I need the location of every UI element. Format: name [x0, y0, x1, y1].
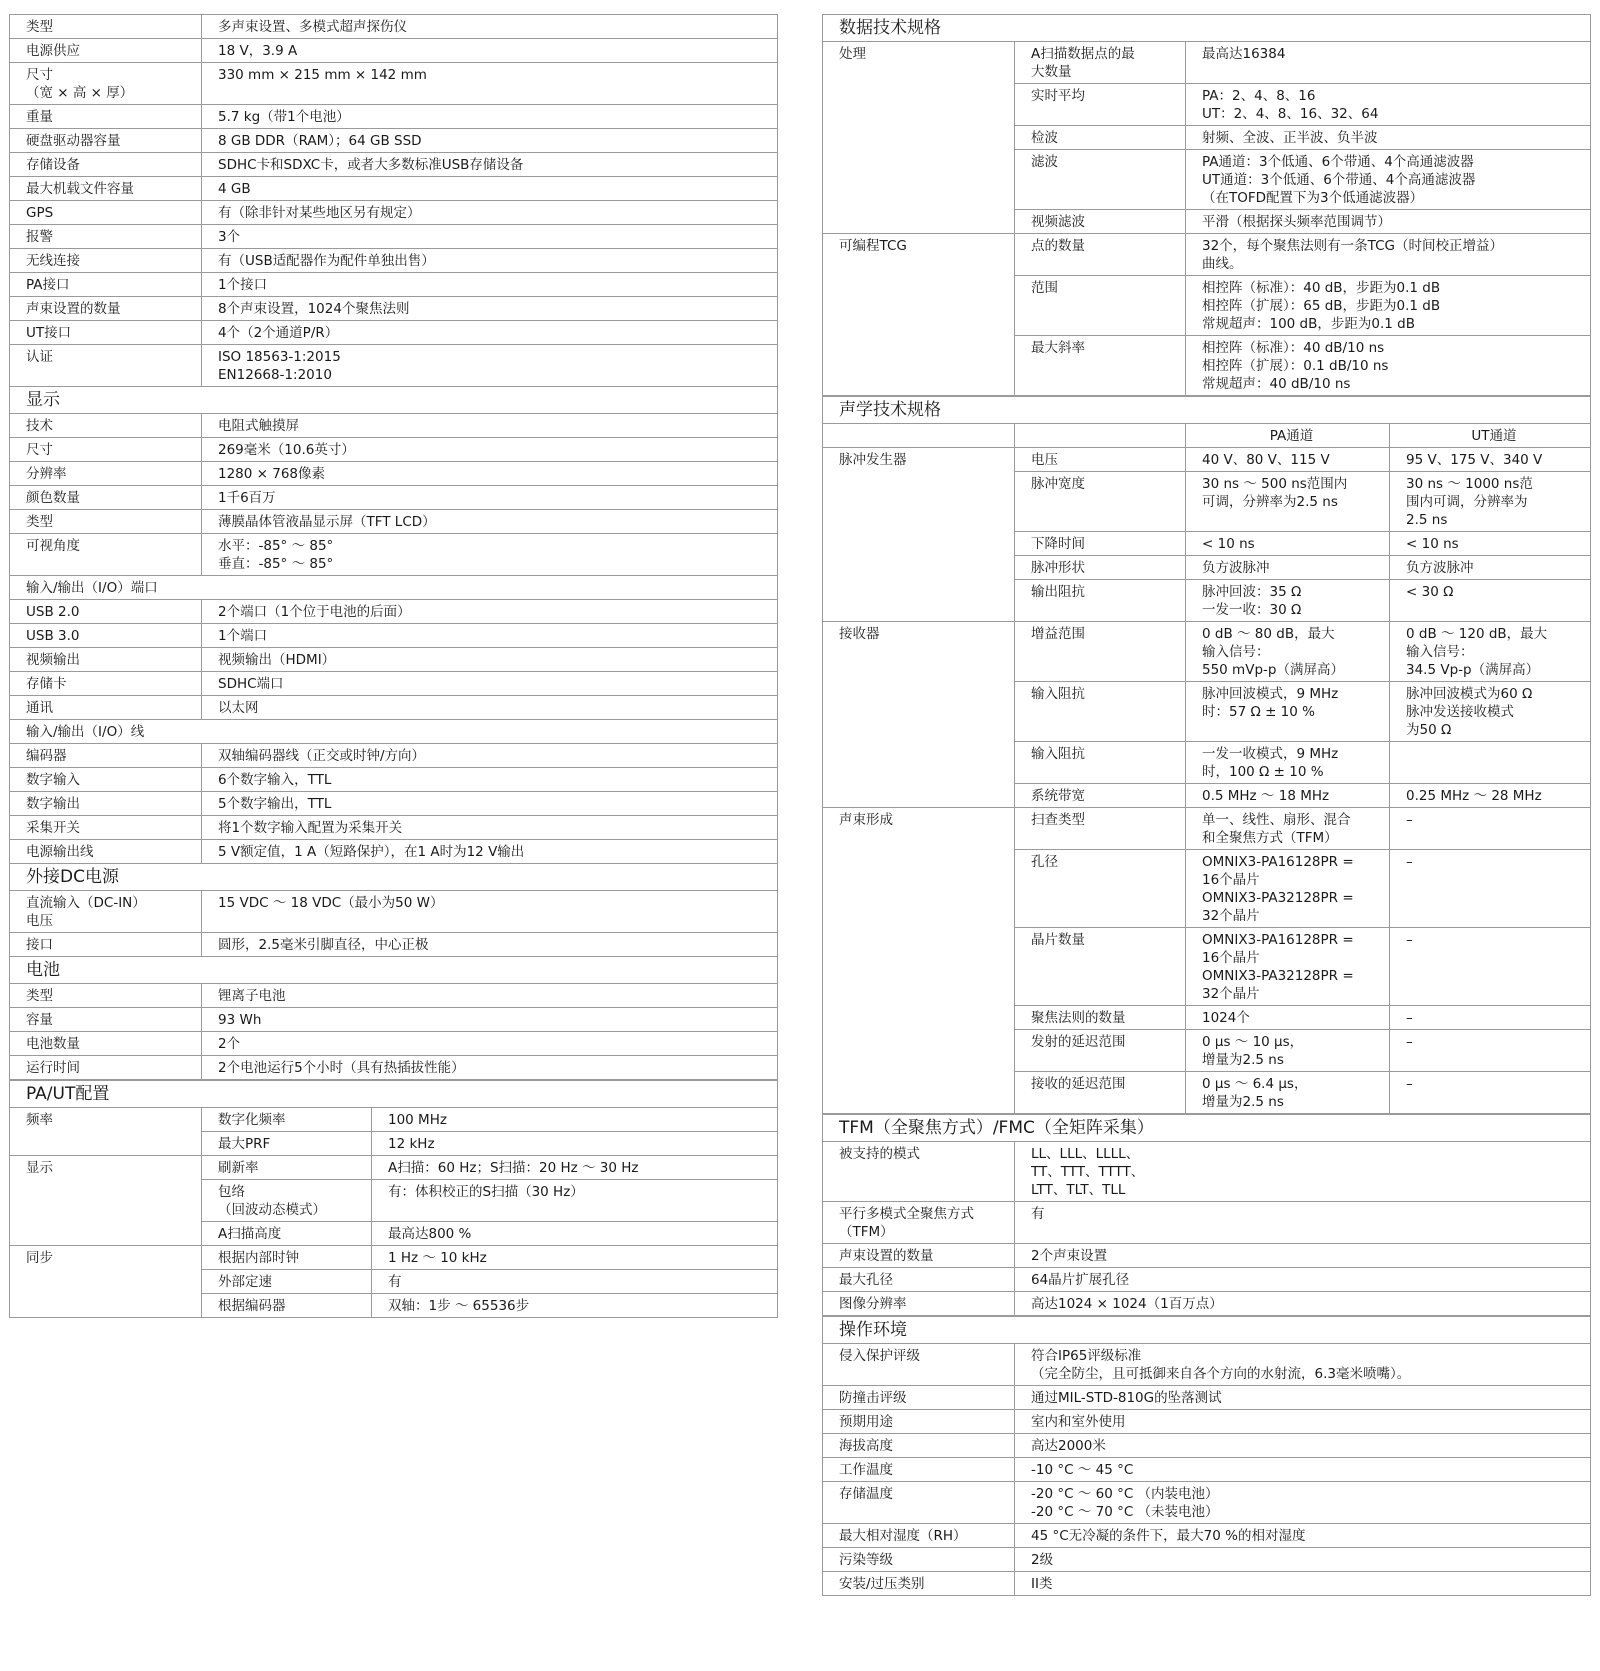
spec-label: 声束设置的数量 [10, 297, 202, 321]
spec-label: 最大孔径 [823, 1268, 1015, 1292]
pa-value: 脉冲回波模式，9 MHz 时：57 Ω ± 10 % [1186, 682, 1390, 742]
spec-value: 269毫米（10.6英寸） [202, 438, 778, 462]
spec-value: 薄膜晶体管液晶显示屏（TFT LCD） [202, 510, 778, 534]
environment-table [822, 1316, 1591, 1596]
ut-value: 95 V、175 V、340 V [1390, 448, 1591, 472]
section-heading-row [10, 957, 778, 984]
spec-sublabel: 数字化频率 [202, 1108, 372, 1132]
spec-value: 平滑（根据探头频率范围调节） [1186, 210, 1591, 234]
spec-sublabel: 输出阻抗 [1015, 580, 1186, 622]
spec-value: 射频、全波、正半波、负半波 [1186, 126, 1591, 150]
pa-value: 负方波脉冲 [1186, 556, 1390, 580]
spec-row [10, 600, 778, 624]
spec-row [823, 1244, 1591, 1268]
spec-value: 2个 [202, 1032, 778, 1056]
spec-label: 接口 [10, 933, 202, 957]
spec-value: 8 GB DDR（RAM）；64 GB SSD [202, 129, 778, 153]
spec-label: 工作温度 [823, 1458, 1015, 1482]
spec-label: 数字输入 [10, 768, 202, 792]
spec-label: 最大相对湿度（RH） [823, 1524, 1015, 1548]
ut-value: – [1390, 1030, 1591, 1072]
section-heading: 显示 [10, 387, 778, 414]
section-heading: PA/UT配置 [10, 1081, 778, 1108]
spec-sublabel: A扫描高度 [202, 1222, 372, 1246]
pa-value: OMNIX3-PA16128PR = 16个晶片 OMNIX3-PA32128PR = 32个晶片 [1186, 928, 1390, 1006]
spec-value: 室内和室外使用 [1015, 1410, 1591, 1434]
spec-row [10, 744, 778, 768]
spec-sublabel: 最大斜率 [1015, 336, 1186, 396]
spec-row [10, 1032, 778, 1056]
ut-value: – [1390, 1072, 1591, 1114]
spec-row [10, 672, 778, 696]
spec-row [10, 510, 778, 534]
ut-value: 脉冲回波模式为60 Ω 脉冲发送接收模式 为50 Ω [1390, 682, 1591, 742]
section-heading: TFM（全聚焦方式）/FMC（全矩阵采集） [823, 1115, 1591, 1142]
spec-row [823, 1202, 1591, 1244]
spec-value: 1 Hz ～ 10 kHz [372, 1246, 778, 1270]
group-label: 同步 [10, 1246, 202, 1318]
ut-value: – [1390, 850, 1591, 928]
spec-row [10, 933, 778, 957]
right-spec-column [822, 14, 1591, 1596]
spec-value: 45 °C无冷凝的条件下，最大70 %的相对湿度 [1015, 1524, 1591, 1548]
spec-label: USB 2.0 [10, 600, 202, 624]
spec-row [10, 792, 778, 816]
pa-value: 1024个 [1186, 1006, 1390, 1030]
spec-value: 2个声束设置 [1015, 1244, 1591, 1268]
spec-sublabel: 系统带宽 [1015, 784, 1186, 808]
spec-label: 预期用途 [823, 1410, 1015, 1434]
spec-value: 5.7 kg（带1个电池） [202, 105, 778, 129]
spec-label: 报警 [10, 225, 202, 249]
spec-value: 4 GB [202, 177, 778, 201]
spec-sublabel: 根据编码器 [202, 1294, 372, 1318]
spec-label: 防撞击评级 [823, 1386, 1015, 1410]
spec-value: 5 V额定值，1 A（短路保护），在1 A时为12 V输出 [202, 840, 778, 864]
spec-value: -20 °C ～ 60 °C （内装电池） -20 °C ～ 70 °C （未装电池） [1015, 1482, 1591, 1524]
spec-value: A扫描：60 Hz；S扫描：20 Hz ～ 30 Hz [372, 1156, 778, 1180]
spec-value: PA通道：3个低通、6个带通、4个高通滤波器 UT通道：3个低通、6个带通、4个高通滤波器 （在TOFD配置下为3个低通滤波器） [1186, 150, 1591, 210]
spec-value: 有：体积校正的S扫描（30 Hz） [372, 1180, 778, 1222]
pa-value: 一发一收模式，9 MHz 时，100 Ω ± 10 % [1186, 742, 1390, 784]
spec-row [823, 622, 1591, 682]
spec-row [10, 768, 778, 792]
spec-row [823, 1482, 1591, 1524]
section-heading-row [823, 397, 1591, 424]
spec-sublabel: 发射的延迟范围 [1015, 1030, 1186, 1072]
section-heading-row [823, 15, 1591, 42]
pa-ut-config-table [9, 1080, 778, 1318]
spec-value: 双轴：1步 ～ 65536步 [372, 1294, 778, 1318]
spec-row [823, 1458, 1591, 1482]
spec-label: 最大机载文件容量 [10, 177, 202, 201]
ut-value: 30 ns ～ 1000 ns范 围内可调，分辨率为 2.5 ns [1390, 472, 1591, 532]
section-heading: 数据技术规格 [823, 15, 1591, 42]
ut-value: 0.25 MHz ～ 28 MHz [1390, 784, 1591, 808]
spec-label: 颜色数量 [10, 486, 202, 510]
spec-label: GPS [10, 201, 202, 225]
pa-value: 40 V、80 V、115 V [1186, 448, 1390, 472]
section-heading: 声学技术规格 [823, 397, 1591, 424]
group-label: 接收器 [823, 622, 1015, 808]
section-heading-row [10, 864, 778, 891]
spec-row [823, 1268, 1591, 1292]
spec-value: 多声束设置、多模式超声探伤仪 [202, 15, 778, 39]
spec-value: 以太网 [202, 696, 778, 720]
spec-sublabel: 检波 [1015, 126, 1186, 150]
spec-row [823, 1524, 1591, 1548]
spec-label: 通讯 [10, 696, 202, 720]
spec-row [823, 1572, 1591, 1596]
spec-row [10, 624, 778, 648]
spec-label: 采集开关 [10, 816, 202, 840]
spec-value: SDHC卡和SDXC卡，或者大多数标准USB存储设备 [202, 153, 778, 177]
spec-label: 电源供应 [10, 39, 202, 63]
spec-label: 直流输入（DC-IN） 电压 [10, 891, 202, 933]
pa-value: 0 dB ～ 80 dB，最大 输入信号： 550 mVp-p（满屏高） [1186, 622, 1390, 682]
pa-value: 0 µs ～ 10 µs， 增量为2.5 ns [1186, 1030, 1390, 1072]
subsection-label: 输入/输出（I/O）端口 [10, 576, 778, 600]
section-heading: 外接DC电源 [10, 864, 778, 891]
spec-label: 类型 [10, 984, 202, 1008]
spec-row [823, 1410, 1591, 1434]
spec-value: 最高达800 % [372, 1222, 778, 1246]
spec-row [823, 1292, 1591, 1316]
spec-row [10, 225, 778, 249]
spec-value: 视频输出（HDMI） [202, 648, 778, 672]
ut-value: 0 dB ～ 120 dB，最大 输入信号： 34.5 Vp-p（满屏高） [1390, 622, 1591, 682]
spec-row [10, 648, 778, 672]
spec-label: 声束设置的数量 [823, 1244, 1015, 1268]
spec-value: 100 MHz [372, 1108, 778, 1132]
spec-value: -10 °C ～ 45 °C [1015, 1458, 1591, 1482]
spec-sublabel: 视频滤波 [1015, 210, 1186, 234]
spec-label: UT接口 [10, 321, 202, 345]
spec-value: 1280 × 768像素 [202, 462, 778, 486]
section-heading-row [10, 387, 778, 414]
spec-row [10, 534, 778, 576]
spec-value: 符合IP65评级标准 （完全防尘，且可抵御来自各个方向的水射流，6.3毫米喷嘴）。 [1015, 1344, 1591, 1386]
column-header-ut: UT通道 [1390, 424, 1591, 448]
spec-value: 1个端口 [202, 624, 778, 648]
spec-value: 圆形，2.5毫米引脚直径，中心正极 [202, 933, 778, 957]
spec-row [10, 1108, 778, 1132]
spec-value: 电阻式触摸屏 [202, 414, 778, 438]
spec-label: 安装/过压类别 [823, 1572, 1015, 1596]
column-header-pa: PA通道 [1186, 424, 1390, 448]
spec-value: 8个声束设置，1024个聚焦法则 [202, 297, 778, 321]
spec-value: 6个数字输入，TTL [202, 768, 778, 792]
group-label: 可编程TCG [823, 234, 1015, 396]
spec-value: 通过MIL-STD-810G的坠落测试 [1015, 1386, 1591, 1410]
spec-value: 12 kHz [372, 1132, 778, 1156]
spec-label: 类型 [10, 15, 202, 39]
spec-row [10, 177, 778, 201]
spec-label: 电池数量 [10, 1032, 202, 1056]
spec-row [823, 42, 1591, 84]
spec-sublabel: 输入阻抗 [1015, 682, 1186, 742]
section-heading-row [823, 1115, 1591, 1142]
tfm-fmc-table [822, 1114, 1591, 1316]
section-heading: 操作环境 [823, 1317, 1591, 1344]
spec-row [10, 201, 778, 225]
spec-value: 15 VDC ～ 18 VDC（最小为50 W） [202, 891, 778, 933]
spec-sublabel: 包络 （回波动态模式） [202, 1180, 372, 1222]
pa-value: 单一、线性、扇形、混合 和全聚焦方式（TFM） [1186, 808, 1390, 850]
spec-value: 4个（2个通道P/R） [202, 321, 778, 345]
spec-row [10, 816, 778, 840]
ut-value: 负方波脉冲 [1390, 556, 1591, 580]
spec-row [10, 1246, 778, 1270]
spec-value: 64晶片扩展孔径 [1015, 1268, 1591, 1292]
spec-row [823, 1142, 1591, 1202]
spec-value: 1个接口 [202, 273, 778, 297]
spec-sublabel: 脉冲宽度 [1015, 472, 1186, 532]
spec-value: 高达1024 × 1024（1百万点） [1015, 1292, 1591, 1316]
spec-sublabel: 接收的延迟范围 [1015, 1072, 1186, 1114]
general-spec-table [9, 14, 778, 1080]
left-spec-column [9, 14, 778, 1318]
spec-sublabel: 实时平均 [1015, 84, 1186, 126]
pa-value: 0.5 MHz ～ 18 MHz [1186, 784, 1390, 808]
group-label: 脉冲发生器 [823, 448, 1015, 622]
spec-value: II类 [1015, 1572, 1591, 1596]
spec-sublabel: 增益范围 [1015, 622, 1186, 682]
pa-value: OMNIX3-PA16128PR = 16个晶片 OMNIX3-PA32128PR = 32个晶片 [1186, 850, 1390, 928]
group-label: 显示 [10, 1156, 202, 1246]
spec-value: SDHC端口 [202, 672, 778, 696]
spec-sublabel: 孔径 [1015, 850, 1186, 928]
spec-row [10, 414, 778, 438]
spec-label: 污染等级 [823, 1548, 1015, 1572]
spec-label: 可视角度 [10, 534, 202, 576]
ut-value [1390, 742, 1591, 784]
group-label: 频率 [10, 1108, 202, 1156]
subsection-row [10, 576, 778, 600]
section-heading-row [823, 1317, 1591, 1344]
spec-row [10, 840, 778, 864]
spec-label: 图像分辨率 [823, 1292, 1015, 1316]
spec-row [10, 63, 778, 105]
acoustic-spec-table [822, 396, 1591, 1114]
spec-value: 相控阵（标准）：40 dB，步距为0.1 dB 相控阵（扩展）：65 dB，步距为0.1 dB 常规超声：100 dB，步距为0.1 dB [1186, 276, 1591, 336]
group-label: 声束形成 [823, 808, 1015, 1114]
spec-label: 类型 [10, 510, 202, 534]
spec-label: 硬盘驱动器容量 [10, 129, 202, 153]
spec-row [823, 1344, 1591, 1386]
spec-sublabel: 晶片数量 [1015, 928, 1186, 1006]
pa-value: 30 ns ～ 500 ns范围内 可调，分辨率为2.5 ns [1186, 472, 1390, 532]
spec-row [10, 15, 778, 39]
spec-label: 技术 [10, 414, 202, 438]
spec-value: 将1个数字输入配置为采集开关 [202, 816, 778, 840]
spec-row [10, 486, 778, 510]
spec-value: 2个端口（1个位于电池的后面） [202, 600, 778, 624]
pa-value: 0 µs ～ 6.4 µs， 增量为2.5 ns [1186, 1072, 1390, 1114]
spec-label: 尺寸 [10, 438, 202, 462]
spec-value: 相控阵（标准）：40 dB/10 ns 相控阵（扩展）：0.1 dB/10 ns 常规超声：40 dB/10 ns [1186, 336, 1591, 396]
spec-sublabel: 最大PRF [202, 1132, 372, 1156]
spec-row [10, 153, 778, 177]
spec-label: 分辨率 [10, 462, 202, 486]
spec-value: 93 Wh [202, 1008, 778, 1032]
spec-row [10, 1056, 778, 1080]
spec-sublabel: 外部定速 [202, 1270, 372, 1294]
subsection-row [10, 720, 778, 744]
spec-label: 侵入保护评级 [823, 1344, 1015, 1386]
spec-sublabel: 点的数量 [1015, 234, 1186, 276]
spec-value: 32个，每个聚焦法则有一条TCG（时间校正增益） 曲线。 [1186, 234, 1591, 276]
spec-row [10, 1008, 778, 1032]
spec-label: 数字输出 [10, 792, 202, 816]
spec-label: 重量 [10, 105, 202, 129]
spec-row [10, 984, 778, 1008]
spec-label: USB 3.0 [10, 624, 202, 648]
spec-row [10, 1156, 778, 1180]
header-blank [823, 424, 1015, 448]
spec-sublabel: 下降时间 [1015, 532, 1186, 556]
spec-row [823, 448, 1591, 472]
spec-label: 海拔高度 [823, 1434, 1015, 1458]
spec-row [10, 345, 778, 387]
spec-label: 平行多模式全聚焦方式 （TFM） [823, 1202, 1015, 1244]
spec-sublabel: 脉冲形状 [1015, 556, 1186, 580]
spec-row [10, 39, 778, 63]
spec-sublabel: 扫查类型 [1015, 808, 1186, 850]
spec-value: 2个电池运行5个小时（具有热插拔性能） [202, 1056, 778, 1080]
spec-row [823, 234, 1591, 276]
spec-value: 有 [372, 1270, 778, 1294]
spec-sublabel: 刷新率 [202, 1156, 372, 1180]
ut-value: – [1390, 808, 1591, 850]
spec-label: 被支持的模式 [823, 1142, 1015, 1202]
spec-row [823, 1434, 1591, 1458]
group-label: 处理 [823, 42, 1015, 234]
spec-value: 有（USB适配器作为配件单独出售） [202, 249, 778, 273]
spec-value: LL、LLL、LLLL、 TT、TTT、TTTT、 LTT、TLT、TLL [1015, 1142, 1591, 1202]
spec-value: 18 V，3.9 A [202, 39, 778, 63]
spec-value: 锂离子电池 [202, 984, 778, 1008]
spec-value: 330 mm × 215 mm × 142 mm [202, 63, 778, 105]
spec-label: 存储卡 [10, 672, 202, 696]
spec-sublabel: 滤波 [1015, 150, 1186, 210]
subsection-label: 输入/输出（I/O）线 [10, 720, 778, 744]
spec-label: 无线连接 [10, 249, 202, 273]
spec-row [10, 249, 778, 273]
ut-value: – [1390, 928, 1591, 1006]
spec-row [10, 297, 778, 321]
spec-label: 编码器 [10, 744, 202, 768]
spec-value: 最高达16384 [1186, 42, 1591, 84]
spec-value: 水平：-85° ～ 85° 垂直：-85° ～ 85° [202, 534, 778, 576]
pa-value: < 10 ns [1186, 532, 1390, 556]
spec-sublabel: 根据内部时钟 [202, 1246, 372, 1270]
spec-row [823, 808, 1591, 850]
spec-label: 电源输出线 [10, 840, 202, 864]
spec-label: PA接口 [10, 273, 202, 297]
spec-row [10, 129, 778, 153]
spec-row [10, 438, 778, 462]
spec-value: 3个 [202, 225, 778, 249]
spec-row [823, 1386, 1591, 1410]
ut-value: < 10 ns [1390, 532, 1591, 556]
spec-row [10, 462, 778, 486]
spec-value: PA：2、4、8、16 UT：2、4、8、16、32、64 [1186, 84, 1591, 126]
section-heading: 电池 [10, 957, 778, 984]
spec-sublabel: 电压 [1015, 448, 1186, 472]
spec-value: 高达2000米 [1015, 1434, 1591, 1458]
spec-sublabel: 输入阻抗 [1015, 742, 1186, 784]
spec-sublabel: A扫描数据点的最 大数量 [1015, 42, 1186, 84]
spec-row [823, 1548, 1591, 1572]
spec-value: 5个数字输出，TTL [202, 792, 778, 816]
spec-row [10, 321, 778, 345]
spec-value: 双轴编码器线（正交或时钟/方向） [202, 744, 778, 768]
spec-value: ISO 18563-1:2015 EN12668-1:2010 [202, 345, 778, 387]
column-header-row [823, 424, 1591, 448]
spec-row [10, 105, 778, 129]
spec-row [10, 273, 778, 297]
spec-label: 存储温度 [823, 1482, 1015, 1524]
spec-label: 容量 [10, 1008, 202, 1032]
spec-label: 认证 [10, 345, 202, 387]
spec-sublabel: 范围 [1015, 276, 1186, 336]
spec-label: 尺寸 （宽 × 高 × 厚） [10, 63, 202, 105]
spec-value: 2级 [1015, 1548, 1591, 1572]
data-spec-table [822, 14, 1591, 396]
spec-row [10, 696, 778, 720]
spec-value: 1千6百万 [202, 486, 778, 510]
spec-label: 运行时间 [10, 1056, 202, 1080]
spec-label: 存储设备 [10, 153, 202, 177]
spec-sublabel: 聚焦法则的数量 [1015, 1006, 1186, 1030]
header-blank [1015, 424, 1186, 448]
ut-value: < 30 Ω [1390, 580, 1591, 622]
ut-value: – [1390, 1006, 1591, 1030]
section-heading-row [10, 1081, 778, 1108]
spec-value: 有 [1015, 1202, 1591, 1244]
spec-value: 有（除非针对某些地区另有规定） [202, 201, 778, 225]
spec-row [10, 891, 778, 933]
spec-label: 视频输出 [10, 648, 202, 672]
pa-value: 脉冲回波：35 Ω 一发一收：30 Ω [1186, 580, 1390, 622]
